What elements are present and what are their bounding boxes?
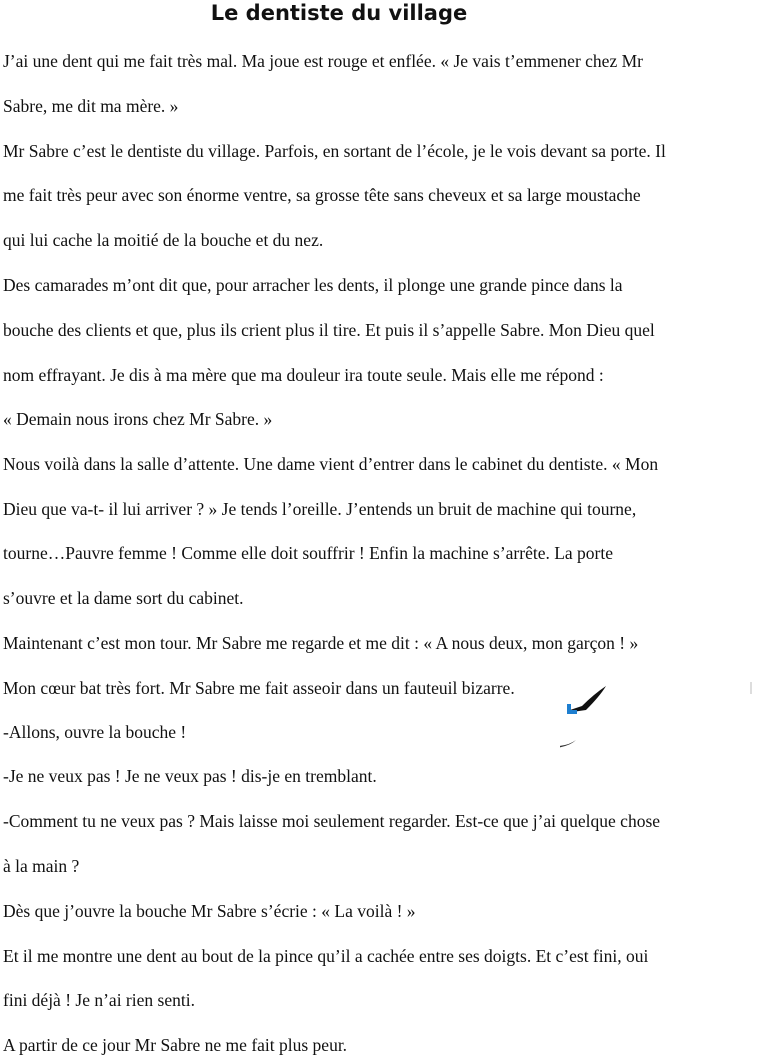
text-line-23: A partir de ce jour Mr Sabre ne me fait plus peur. <box>3 1035 348 1055</box>
text-line-9: « Demain nous irons chez Mr Sabre. » <box>3 409 273 429</box>
pen-stroke-icon <box>560 680 612 752</box>
text-line-13: s’ouvre et la dame sort du cabinet. <box>3 588 244 608</box>
text-line-14: Maintenant c’est mon tour. Mr Sabre me regarde et me dit : « A nous deux, mon garçon ! » <box>3 633 639 653</box>
text-line-15: Mon cœur bat très fort. Mr Sabre me fait asseoir dans un fauteuil bizarre. <box>3 678 515 698</box>
scan-artifact-mark <box>750 682 752 694</box>
text-line-2: Sabre, me dit ma mère. » <box>3 96 179 116</box>
text-line-10: Nous voilà dans la salle d’attente. Une dame vient d’entrer dans le cabinet du dentiste. « Mon <box>3 454 659 474</box>
text-line-3: Mr Sabre c’est le dentiste du village. Parfois, en sortant de l’école, je le vois devant sa porte. Il <box>3 141 666 161</box>
text-line-6: Des camarades m’ont dit que, pour arracher les dents, il plonge une grande pince dans la <box>3 275 623 295</box>
text-line-5: qui lui cache la moitié de la bouche et du nez. <box>3 230 324 250</box>
page-title: Le dentiste du village <box>210 1 468 25</box>
text-line-19: à la main ? <box>3 856 80 876</box>
text-line-1: J’ai une dent qui me fait très mal. Ma joue est rouge et enflée. « Je vais t’emmener chez Mr <box>3 51 643 71</box>
text-line-8: nom effrayant. Je dis à ma mère que ma douleur ira toute seule. Mais elle me répond : <box>3 365 604 385</box>
text-line-16: -Allons, ouvre la bouche ! <box>3 722 187 742</box>
text-line-18: -Comment tu ne veux pas ? Mais laisse moi seulement regarder. Est-ce que j’ai quelque chose <box>3 811 661 831</box>
text-line-22: fini déjà ! Je n’ai rien senti. <box>3 990 195 1010</box>
text-line-7: bouche des clients et que, plus ils crient plus il tire. Et puis il s’appelle Sabre. Mon Dieu quel <box>3 320 655 340</box>
text-line-11: Dieu que va-t- il lui arriver ? » Je tends l’oreille. J’entends un bruit de machine qui tourne, <box>3 499 637 519</box>
text-line-20: Dès que j’ouvre la bouche Mr Sabre s’écrie : « La voilà ! » <box>3 901 416 921</box>
text-line-17: -Je ne veux pas ! Je ne veux pas ! dis-je en tremblant. <box>3 766 377 786</box>
text-line-21: Et il me montre une dent au bout de la pince qu’il a cachée entre ses doigts. Et c’est fini, oui <box>3 946 649 966</box>
text-line-4: me fait très peur avec son énorme ventre, sa grosse tête sans cheveux et sa large moustache <box>3 185 641 205</box>
text-line-12: tourne…Pauvre femme ! Comme elle doit souffrir ! Enfin la machine s’arrête. La porte <box>3 543 614 563</box>
